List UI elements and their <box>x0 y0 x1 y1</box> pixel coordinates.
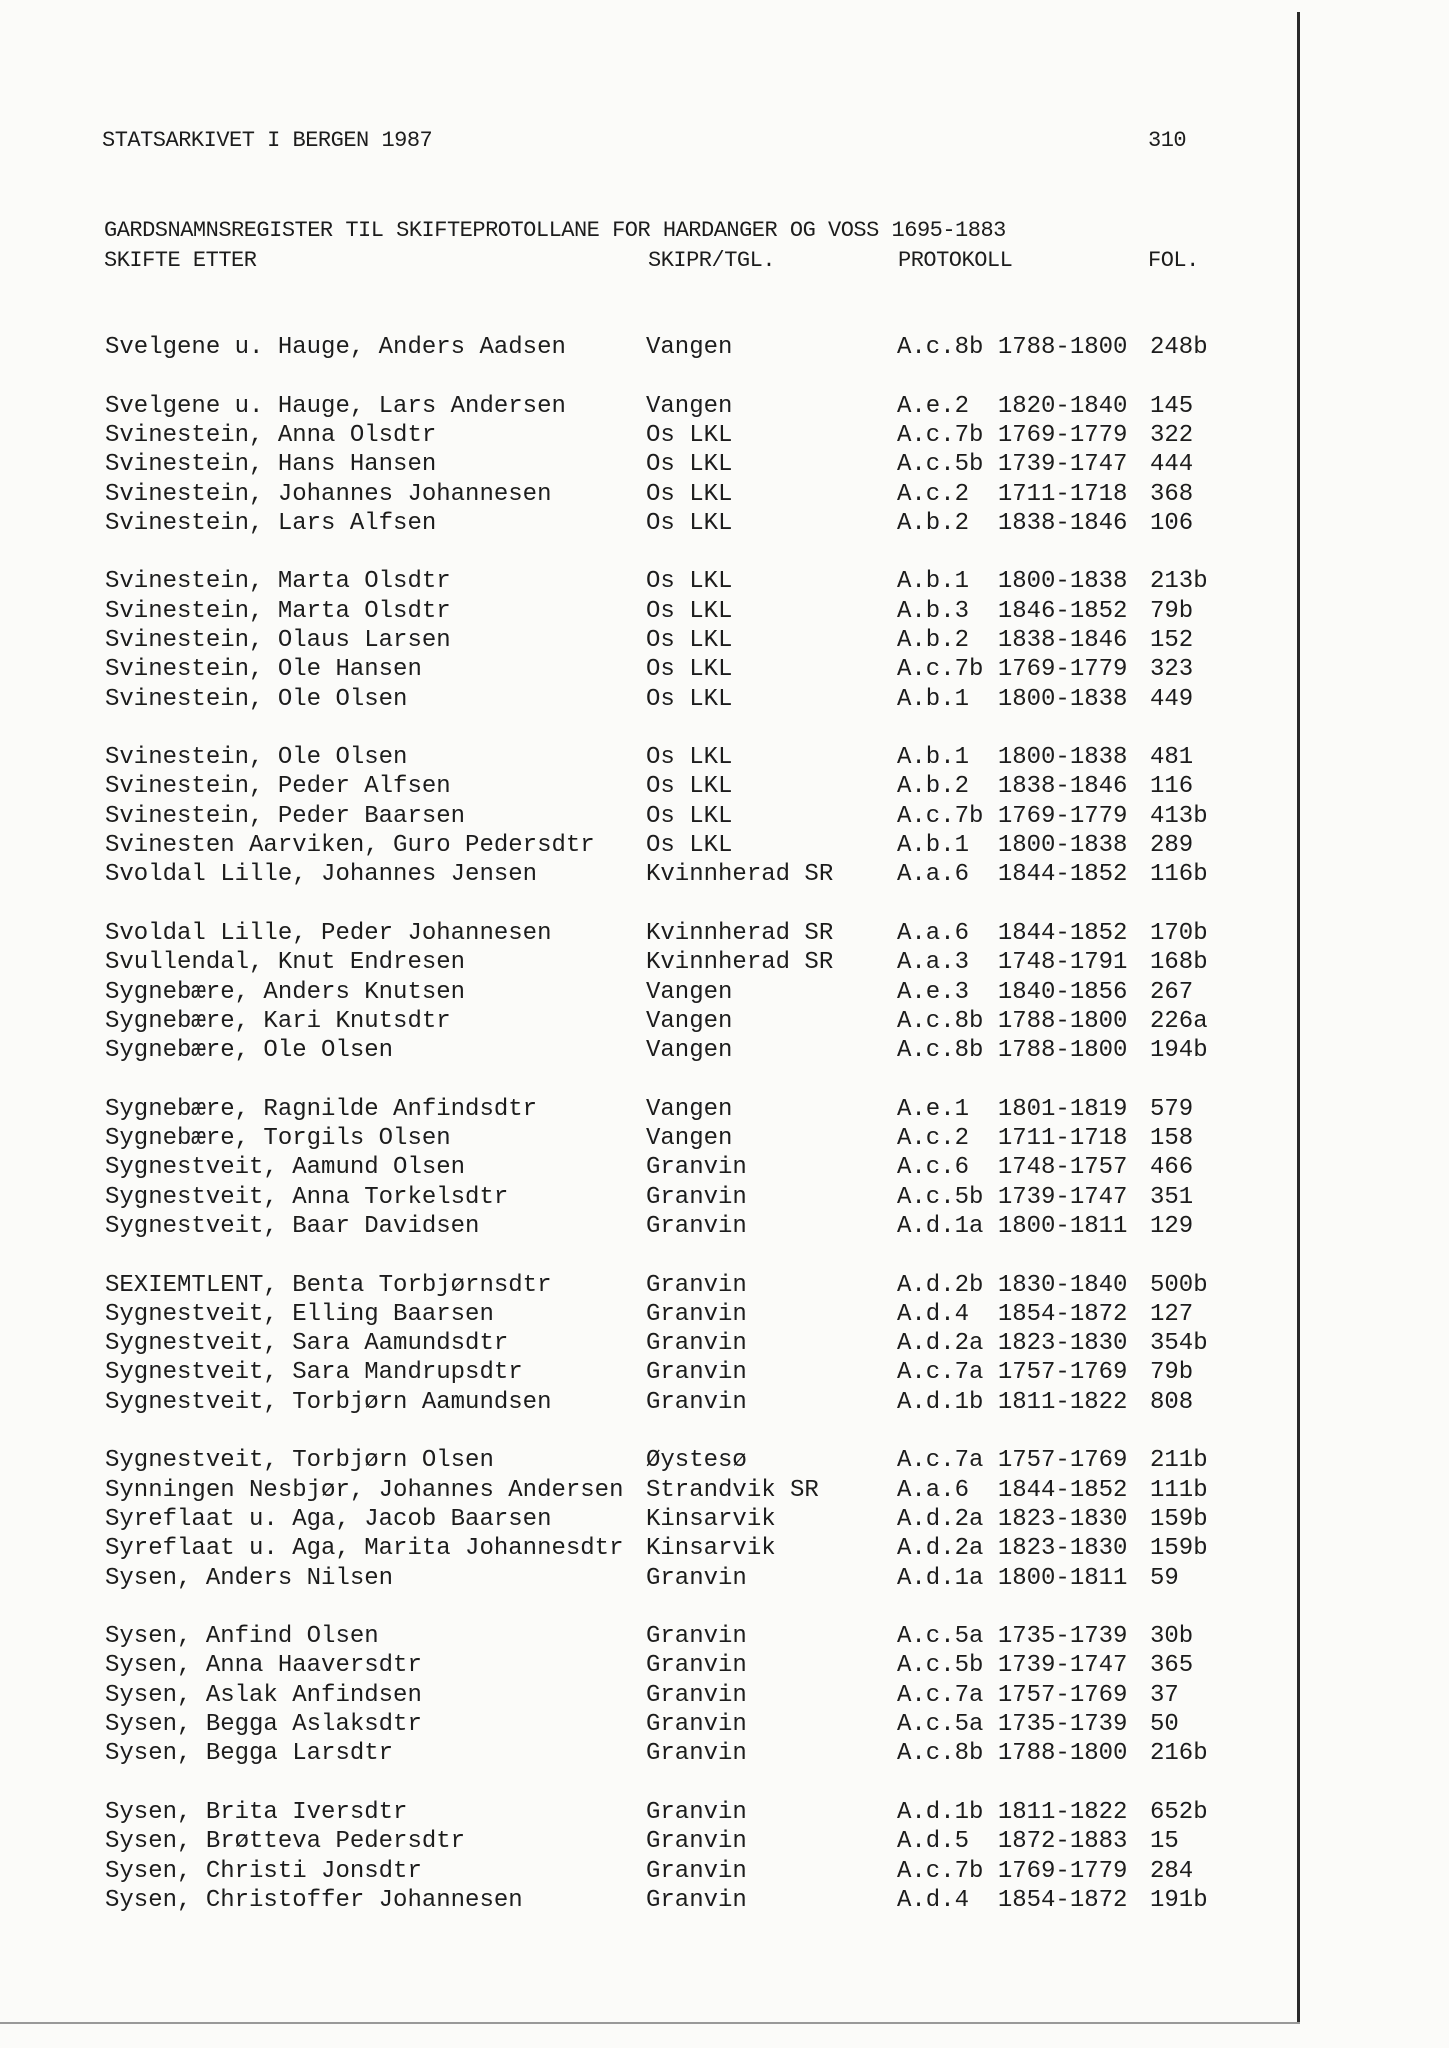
entry-protokoll: A.b.1 1800-1838 <box>897 832 1128 859</box>
entry-skipr: Granvin <box>646 1858 747 1885</box>
entry-skipr: Granvin <box>646 1389 747 1416</box>
entry-protokoll: A.d.4 1854-1872 <box>897 1301 1128 1328</box>
entry-fol: 323 <box>1150 656 1194 683</box>
entry-protokoll: A.c.7b 1769-1779 <box>897 422 1128 449</box>
entry-name: Svinestein, Olaus Larsen <box>105 627 451 654</box>
register-entry <box>0 1651 1290 1680</box>
entry-protokoll: A.c.5a 1735-1739 <box>897 1711 1128 1738</box>
entry-name: Sysen, Anna Haaversdtr <box>105 1652 422 1679</box>
register-entry <box>0 948 1290 977</box>
register-title: GARDSNAMNSREGISTER TIL SKIFTEPROTOLLANE FOR HARDANGER OG VOSS 1695-1883 <box>104 218 1006 243</box>
entry-fol: 50 <box>1150 1711 1179 1738</box>
entry-skipr: Kinsarvik <box>646 1535 776 1562</box>
entry-protokoll: A.b.2 1838-1846 <box>897 627 1128 654</box>
entry-fol: 145 <box>1150 393 1194 420</box>
entry-skipr: Os LKL <box>646 481 733 508</box>
entry-protokoll: A.c.8b 1788-1800 <box>897 1037 1128 1064</box>
entry-skipr: Os LKL <box>646 568 733 595</box>
entry-skipr: Strandvik SR <box>646 1477 819 1504</box>
entry-fol: 116 <box>1150 773 1194 800</box>
entry-name: Sygnebære, Ole Olsen <box>105 1037 394 1064</box>
entry-fol: 354b <box>1150 1330 1208 1357</box>
entry-name: Sysen, Begga Aslaksdtr <box>105 1711 422 1738</box>
entry-protokoll: A.c.7b 1769-1779 <box>897 1858 1128 1885</box>
entry-name: Svinestein, Ole Olsen <box>105 686 408 713</box>
register-entry <box>0 1534 1290 1563</box>
entry-skipr: Øystesø <box>646 1447 747 1474</box>
entry-fol: 191b <box>1150 1887 1208 1914</box>
entry-skipr: Granvin <box>646 1154 747 1181</box>
entry-skipr: Os LKL <box>646 598 733 625</box>
register-entry <box>0 1095 1290 1124</box>
entry-protokoll: A.a.6 1844-1852 <box>897 920 1128 947</box>
entry-fol: 351 <box>1150 1184 1194 1211</box>
register-entry <box>0 685 1290 714</box>
entry-skipr: Granvin <box>646 1711 747 1738</box>
entry-name: Sysen, Anders Nilsen <box>105 1565 394 1592</box>
entry-name: Sysen, Christoffer Johannesen <box>105 1887 523 1914</box>
entry-name: Svullendal, Knut Endresen <box>105 949 466 976</box>
register-entry <box>0 1007 1290 1036</box>
entry-skipr: Os LKL <box>646 686 733 713</box>
entry-skipr: Os LKL <box>646 744 733 771</box>
entry-protokoll: A.d.1b 1811-1822 <box>897 1799 1128 1826</box>
entry-protokoll: A.b.2 1838-1846 <box>897 510 1128 537</box>
entry-protokoll: A.b.1 1800-1838 <box>897 568 1128 595</box>
entry-protokoll: A.c.8b 1788-1800 <box>897 334 1128 361</box>
entry-skipr: Os LKL <box>646 832 733 859</box>
entry-name: SEXIEMTLENT, Benta Torbjørnsdtr <box>105 1272 552 1299</box>
entry-skipr: Kvinnherad SR <box>646 861 834 888</box>
entry-fol: 365 <box>1150 1652 1194 1679</box>
entry-protokoll: A.c.7b 1769-1779 <box>897 803 1128 830</box>
entry-name: Sygnestveit, Torbjørn Olsen <box>105 1447 494 1474</box>
entry-fol: 170b <box>1150 920 1208 947</box>
entry-protokoll: A.c.7a 1757-1769 <box>897 1359 1128 1386</box>
register-entry <box>0 1505 1290 1534</box>
entry-fol: 652b <box>1150 1799 1208 1826</box>
register-entry <box>0 1739 1290 1768</box>
register-entry <box>0 1388 1290 1417</box>
entry-skipr: Granvin <box>646 1623 747 1650</box>
entry-protokoll: A.c.2 1711-1718 <box>897 1125 1128 1152</box>
entry-skipr: Vangen <box>646 1125 733 1152</box>
register-entry <box>0 860 1290 889</box>
register-entry <box>0 1681 1290 1710</box>
entry-name: Svinestein, Marta Olsdtr <box>105 598 451 625</box>
entry-fol: 59 <box>1150 1565 1179 1592</box>
entry-protokoll: A.c.2 1711-1718 <box>897 481 1128 508</box>
entry-skipr: Granvin <box>646 1565 747 1592</box>
register-entry <box>0 978 1290 1007</box>
entry-protokoll: A.e.3 1840-1856 <box>897 979 1128 1006</box>
entry-fol: 116b <box>1150 861 1208 888</box>
entry-name: Syreflaat u. Aga, Marita Johannesdtr <box>105 1535 624 1562</box>
register-entry <box>0 1446 1290 1475</box>
entry-protokoll: A.e.1 1801-1819 <box>897 1096 1128 1123</box>
entry-fol: 194b <box>1150 1037 1208 1064</box>
entry-fol: 106 <box>1150 510 1194 537</box>
register-entry <box>0 1857 1290 1886</box>
entry-name: Sygnestveit, Elling Baarsen <box>105 1301 494 1328</box>
entry-skipr: Os LKL <box>646 510 733 537</box>
entry-skipr: Granvin <box>646 1213 747 1240</box>
page-edge-rule <box>1297 12 1300 2022</box>
entry-skipr: Vangen <box>646 393 733 420</box>
entry-protokoll: A.d.2a 1823-1830 <box>897 1506 1128 1533</box>
entry-protokoll: A.b.1 1800-1838 <box>897 744 1128 771</box>
entry-skipr: Kvinnherad SR <box>646 920 834 947</box>
column-header-name: SKIFTE ETTER <box>104 248 257 273</box>
entry-skipr: Granvin <box>646 1359 747 1386</box>
entry-fol: 500b <box>1150 1272 1208 1299</box>
entry-skipr: Granvin <box>646 1682 747 1709</box>
entry-fol: 15 <box>1150 1828 1179 1855</box>
entry-fol: 79b <box>1150 1359 1194 1386</box>
entry-fol: 466 <box>1150 1154 1194 1181</box>
entry-fol: 481 <box>1150 744 1194 771</box>
entry-protokoll: A.d.4 1854-1872 <box>897 1887 1128 1914</box>
page-number: 310 <box>1148 128 1187 153</box>
entry-fol: 213b <box>1150 568 1208 595</box>
entry-skipr: Granvin <box>646 1330 747 1357</box>
entry-name: Svoldal Lille, Peder Johannesen <box>105 920 552 947</box>
entry-fol: 159b <box>1150 1535 1208 1562</box>
column-header-skipr: SKIPR/TGL. <box>648 248 776 273</box>
entry-name: Sysen, Brita Iversdtr <box>105 1799 408 1826</box>
entry-fol: 248b <box>1150 334 1208 361</box>
entry-skipr: Vangen <box>646 1096 733 1123</box>
entry-skipr: Vangen <box>646 1037 733 1064</box>
register-entry <box>0 1798 1290 1827</box>
entry-name: Sysen, Christi Jonsdtr <box>105 1858 422 1885</box>
entry-skipr: Os LKL <box>646 803 733 830</box>
register-entry <box>0 597 1290 626</box>
entry-fol: 449 <box>1150 686 1194 713</box>
entry-protokoll: A.c.7a 1757-1769 <box>897 1682 1128 1709</box>
entry-skipr: Granvin <box>646 1740 747 1767</box>
register-entry <box>0 333 1290 362</box>
entry-name: Svinestein, Ole Olsen <box>105 744 408 771</box>
entry-name: Sygnestveit, Baar Davidsen <box>105 1213 480 1240</box>
entry-skipr: Vangen <box>646 979 733 1006</box>
entry-name: Syreflaat u. Aga, Jacob Baarsen <box>105 1506 552 1533</box>
entry-protokoll: A.d.2b 1830-1840 <box>897 1272 1128 1299</box>
entry-fol: 129 <box>1150 1213 1194 1240</box>
entry-protokoll: A.d.2a 1823-1830 <box>897 1330 1128 1357</box>
entry-fol: 284 <box>1150 1858 1194 1885</box>
entry-name: Svinestein, Peder Alfsen <box>105 773 451 800</box>
register-entry <box>0 1036 1290 1065</box>
entry-protokoll: A.d.1a 1800-1811 <box>897 1213 1128 1240</box>
entry-fol: 368 <box>1150 481 1194 508</box>
entry-protokoll: A.a.6 1844-1852 <box>897 1477 1128 1504</box>
entry-protokoll: A.b.1 1800-1838 <box>897 686 1128 713</box>
entry-protokoll: A.b.2 1838-1846 <box>897 773 1128 800</box>
register-entry <box>0 743 1290 772</box>
register-entry <box>0 392 1290 421</box>
entry-fol: 152 <box>1150 627 1194 654</box>
entry-protokoll: A.d.1b 1811-1822 <box>897 1389 1128 1416</box>
entry-fol: 127 <box>1150 1301 1194 1328</box>
register-entry <box>0 450 1290 479</box>
entry-name: Sygnebære, Torgils Olsen <box>105 1125 451 1152</box>
entry-protokoll: A.c.7b 1769-1779 <box>897 656 1128 683</box>
entry-fol: 159b <box>1150 1506 1208 1533</box>
entry-name: Svinestein, Hans Hansen <box>105 451 437 478</box>
entry-skipr: Kvinnherad SR <box>646 949 834 976</box>
register-entry <box>0 509 1290 538</box>
register-entry <box>0 1476 1290 1505</box>
entry-fol: 168b <box>1150 949 1208 976</box>
entry-protokoll: A.d.1a 1800-1811 <box>897 1565 1128 1592</box>
entry-name: Svinestein, Anna Olsdtr <box>105 422 437 449</box>
register-entry <box>0 831 1290 860</box>
entry-name: Svinestein, Johannes Johannesen <box>105 481 552 508</box>
entry-protokoll: A.c.8b 1788-1800 <box>897 1740 1128 1767</box>
entry-skipr: Kinsarvik <box>646 1506 776 1533</box>
entry-name: Sysen, Brøtteva Pedersdtr <box>105 1828 466 1855</box>
entry-name: Svinestein, Peder Baarsen <box>105 803 466 830</box>
register-entry <box>0 1886 1290 1915</box>
entry-skipr: Granvin <box>646 1272 747 1299</box>
register-entry <box>0 567 1290 596</box>
entry-name: Sysen, Begga Larsdtr <box>105 1740 394 1767</box>
entry-fol: 158 <box>1150 1125 1194 1152</box>
entry-protokoll: A.d.5 1872-1883 <box>897 1828 1128 1855</box>
entry-protokoll: A.c.5b 1739-1747 <box>897 451 1128 478</box>
entry-fol: 267 <box>1150 979 1194 1006</box>
register-entry <box>0 1153 1290 1182</box>
entry-name: Sygnestveit, Aamund Olsen <box>105 1154 466 1181</box>
entry-name: Sygnestveit, Anna Torkelsdtr <box>105 1184 509 1211</box>
entry-name: Sysen, Anfind Olsen <box>105 1623 379 1650</box>
entry-name: Sygnestveit, Torbjørn Aamundsen <box>105 1389 552 1416</box>
entry-protokoll: A.c.5b 1739-1747 <box>897 1652 1128 1679</box>
entry-skipr: Os LKL <box>646 451 733 478</box>
entry-name: Synningen Nesbjør, Johannes Andersen <box>105 1477 624 1504</box>
register-entry <box>0 1710 1290 1739</box>
entry-fol: 216b <box>1150 1740 1208 1767</box>
entry-name: Sygnebære, Ragnilde Anfindsdtr <box>105 1096 538 1123</box>
register-entry <box>0 1564 1290 1593</box>
entry-name: Sygnestveit, Sara Mandrupsdtr <box>105 1359 523 1386</box>
register-entry <box>0 1622 1290 1651</box>
entry-skipr: Os LKL <box>646 656 733 683</box>
entry-fol: 579 <box>1150 1096 1194 1123</box>
register-entry <box>0 1212 1290 1241</box>
register-entry <box>0 1271 1290 1300</box>
register-entry <box>0 1183 1290 1212</box>
entry-skipr: Granvin <box>646 1887 747 1914</box>
entry-skipr: Granvin <box>646 1799 747 1826</box>
entry-protokoll: A.a.6 1844-1852 <box>897 861 1128 888</box>
register-entry <box>0 1358 1290 1387</box>
entry-skipr: Granvin <box>646 1184 747 1211</box>
entry-fol: 37 <box>1150 1682 1179 1709</box>
entry-fol: 211b <box>1150 1447 1208 1474</box>
entry-name: Svinestein, Marta Olsdtr <box>105 568 451 595</box>
register-entry <box>0 1300 1290 1329</box>
register-entry <box>0 802 1290 831</box>
register-entry <box>0 1329 1290 1358</box>
entry-fol: 30b <box>1150 1623 1194 1650</box>
archive-title: STATSARKIVET I BERGEN 1987 <box>102 128 433 153</box>
entry-skipr: Granvin <box>646 1828 747 1855</box>
entry-name: Svelgene u. Hauge, Anders Aadsen <box>105 334 566 361</box>
register-entry <box>0 421 1290 450</box>
entry-fol: 808 <box>1150 1389 1194 1416</box>
entry-fol: 79b <box>1150 598 1194 625</box>
entry-name: Svinestein, Lars Alfsen <box>105 510 437 537</box>
entry-protokoll: A.e.2 1820-1840 <box>897 393 1128 420</box>
entry-fol: 444 <box>1150 451 1194 478</box>
register-entry <box>0 1827 1290 1856</box>
entry-name: Svinesten Aarviken, Guro Pedersdtr <box>105 832 595 859</box>
register-entry <box>0 772 1290 801</box>
entry-skipr: Granvin <box>646 1652 747 1679</box>
entry-skipr: Granvin <box>646 1301 747 1328</box>
entry-skipr: Vangen <box>646 334 733 361</box>
entry-name: Sygnebære, Anders Knutsen <box>105 979 466 1006</box>
register-entry <box>0 1124 1290 1153</box>
entry-name: Svoldal Lille, Johannes Jensen <box>105 861 538 888</box>
entry-name: Sygnestveit, Sara Aamundsdtr <box>105 1330 509 1357</box>
entry-name: Svinestein, Ole Hansen <box>105 656 422 683</box>
entry-fol: 226a <box>1150 1008 1208 1035</box>
entry-protokoll: A.b.3 1846-1852 <box>897 598 1128 625</box>
entry-name: Sygnebære, Kari Knutsdtr <box>105 1008 451 1035</box>
entry-name: Svelgene u. Hauge, Lars Andersen <box>105 393 566 420</box>
column-header-protokoll: PROTOKOLL <box>898 248 1013 273</box>
entry-protokoll: A.d.2a 1823-1830 <box>897 1535 1128 1562</box>
entry-name: Sysen, Aslak Anfindsen <box>105 1682 422 1709</box>
entry-fol: 322 <box>1150 422 1194 449</box>
entry-protokoll: A.a.3 1748-1791 <box>897 949 1128 976</box>
entry-protokoll: A.c.7a 1757-1769 <box>897 1447 1128 1474</box>
entry-fol: 289 <box>1150 832 1194 859</box>
entry-protokoll: A.c.5a 1735-1739 <box>897 1623 1128 1650</box>
register-entry <box>0 655 1290 684</box>
entry-protokoll: A.c.8b 1788-1800 <box>897 1008 1128 1035</box>
entry-skipr: Os LKL <box>646 773 733 800</box>
register-entry <box>0 626 1290 655</box>
register-entry <box>0 480 1290 509</box>
entry-skipr: Os LKL <box>646 627 733 654</box>
page-bottom-edge <box>0 2022 1300 2024</box>
entry-protokoll: A.c.5b 1739-1747 <box>897 1184 1128 1211</box>
entry-skipr: Os LKL <box>646 422 733 449</box>
entry-skipr: Vangen <box>646 1008 733 1035</box>
register-entry <box>0 919 1290 948</box>
entry-fol: 111b <box>1150 1477 1208 1504</box>
column-header-fol: FOL. <box>1148 248 1199 273</box>
entry-fol: 413b <box>1150 803 1208 830</box>
entry-protokoll: A.c.6 1748-1757 <box>897 1154 1128 1181</box>
